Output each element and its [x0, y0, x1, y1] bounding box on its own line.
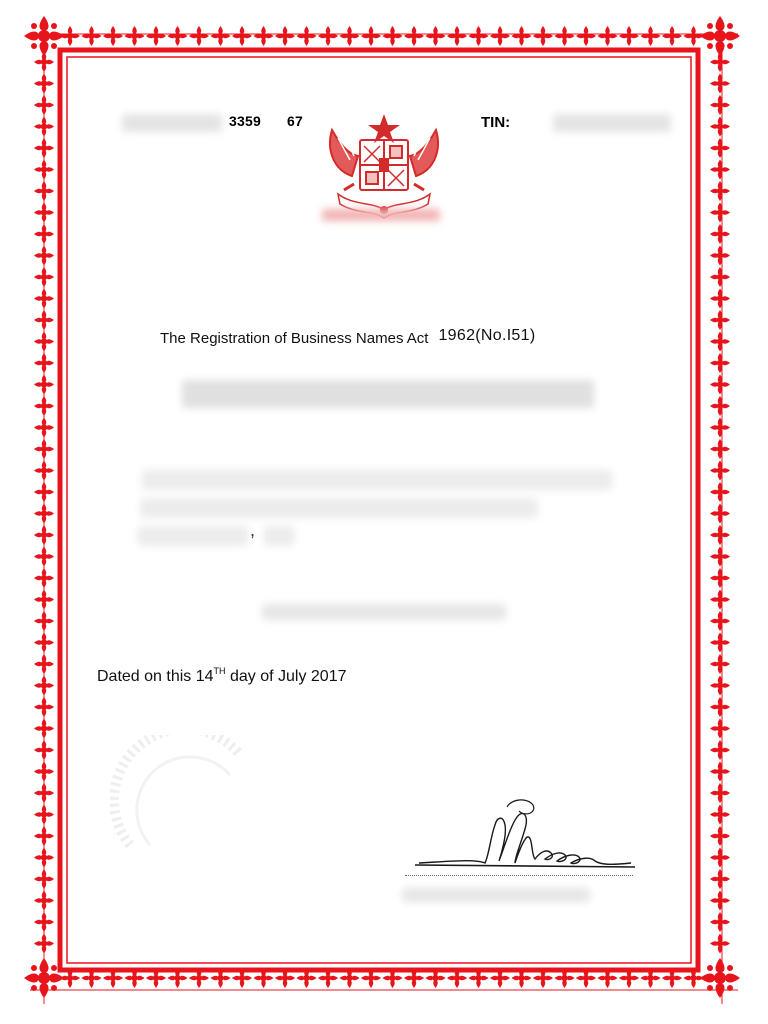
signature-line	[405, 875, 633, 876]
redacted-reg-label	[122, 114, 222, 132]
act-title-text: The Registration of Business Names Act	[160, 330, 429, 347]
embossed-seal-icon	[110, 735, 270, 875]
dated-superscript: TH	[213, 666, 226, 676]
redacted-body-line-2	[140, 498, 538, 518]
body-comma: ,	[250, 520, 256, 540]
dated-suffix: day of July 2017	[225, 668, 347, 685]
redacted-body-line-3a	[138, 526, 248, 546]
signature-icon	[415, 795, 640, 880]
redacted-coa-caption	[322, 209, 440, 221]
tin-label: TIN:	[481, 114, 511, 131]
redacted-heading	[182, 380, 594, 408]
redacted-business-name	[262, 604, 506, 620]
act-year: 1962(No.I51)	[438, 327, 536, 344]
act-title	[160, 327, 536, 348]
reg-number-part2: 67	[286, 113, 303, 129]
coat-of-arms-icon	[324, 110, 444, 220]
dated-prefix: Dated on this 14	[97, 668, 214, 685]
dated-line	[97, 668, 347, 686]
redacted-body-line-1	[142, 470, 612, 490]
reg-number-part1: 3359	[229, 113, 261, 129]
registration-number	[229, 113, 303, 129]
redacted-signatory	[402, 888, 590, 902]
redacted-body-line-3b	[264, 526, 294, 546]
redacted-tin-value	[553, 114, 671, 132]
